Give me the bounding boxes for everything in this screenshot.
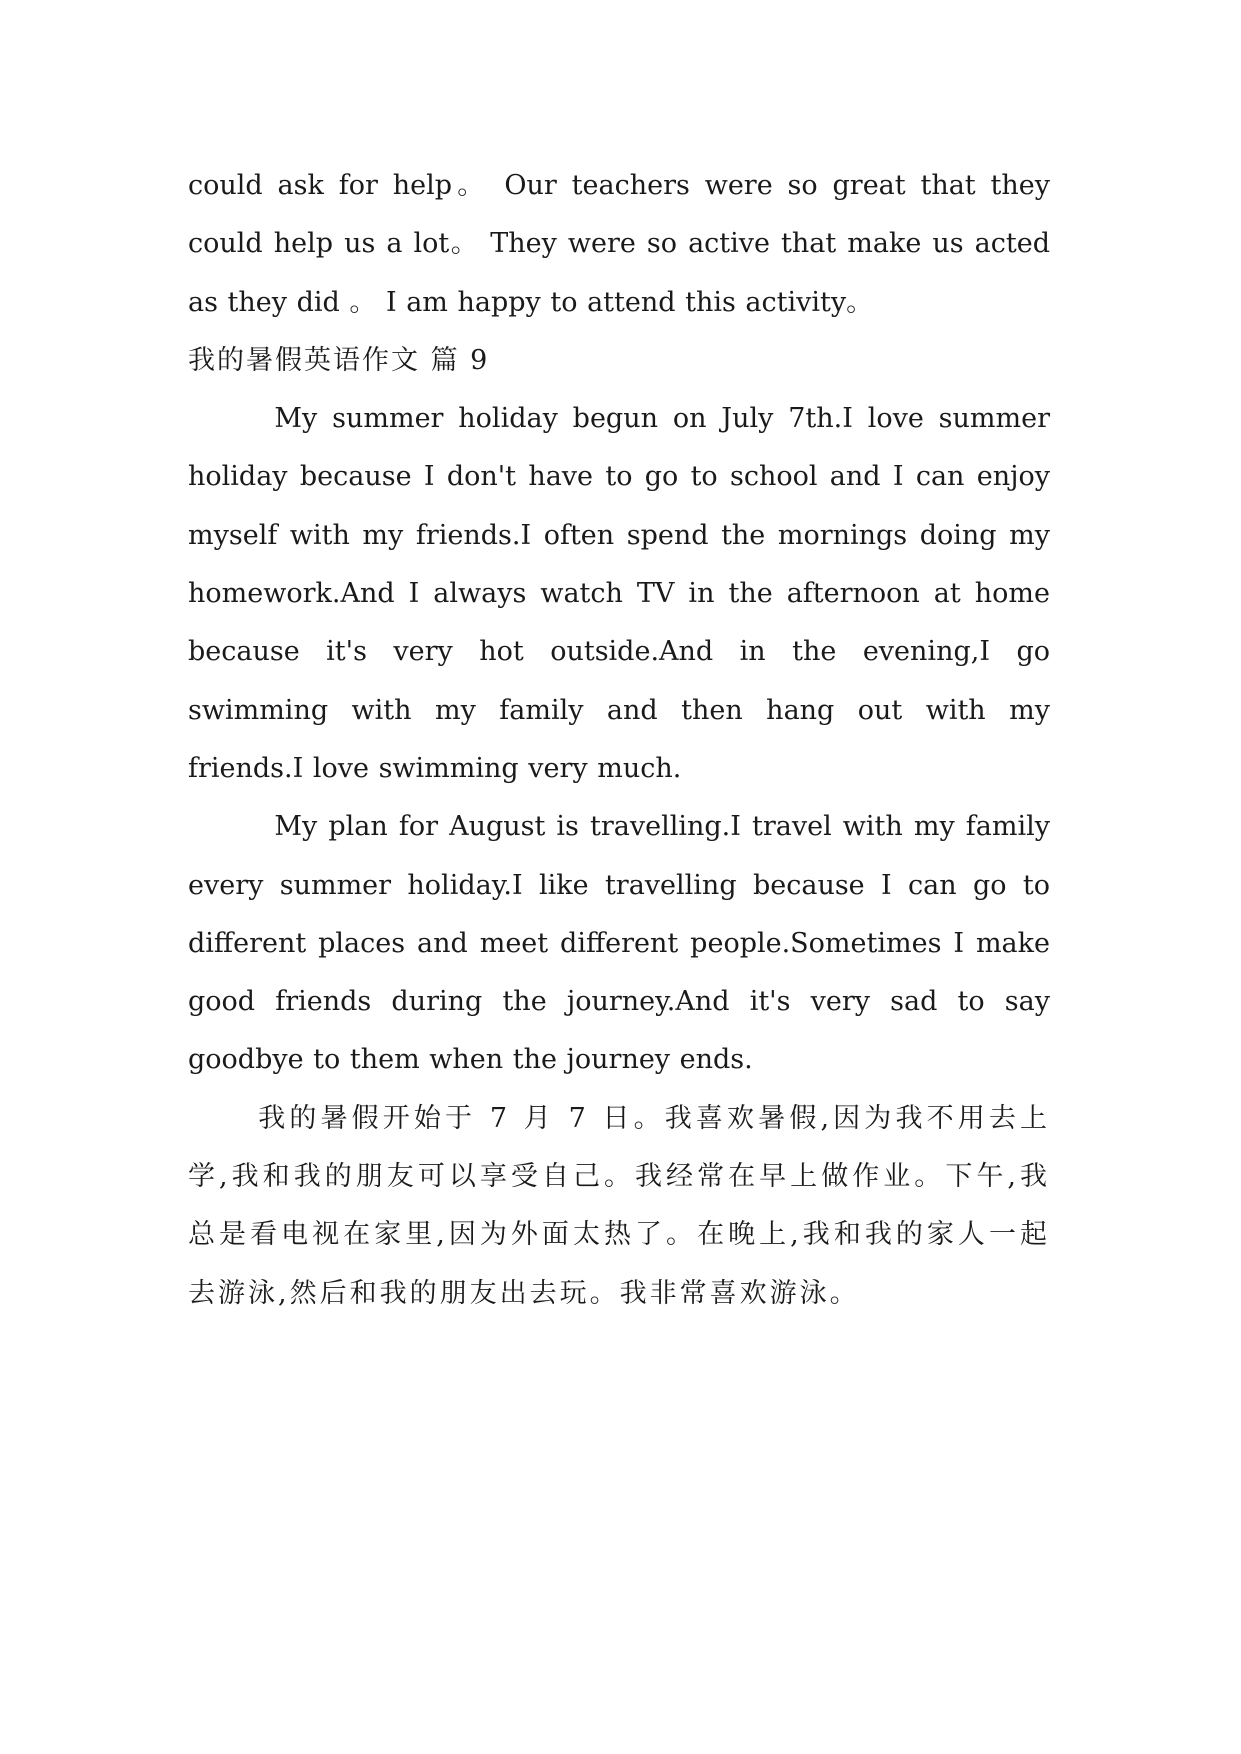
- section-heading: 我的暑假英语作文 篇 9: [188, 344, 490, 376]
- paragraph-english-2: My plan for August is travelling.I travel with my family every summer holiday.I like travelling because I can go to different places and meet different people.Sometimes I make good friends during the journey.And it's very sad to say goodbye to them when the journey ends.: [188, 811, 1050, 1076]
- document-body: [188, 157, 1050, 1323]
- paragraph-english-1: My summer holiday begun on July 7th.I love summer holiday because I don't have to go to school and I can enjoy myself with my friends.I often spend the mornings doing my homework.And I always watch TV in the afternoon at home because it's very hot outside.And in the evening,I go swimming with my family and then hang out with my friends.I love swimming very much.: [188, 403, 1050, 784]
- paragraph-continued: could ask for help。 Our teachers were so great that they could help us a lot。 They were so active that make us acted as they did 。 I am happy to attend this activity。: [188, 170, 1050, 318]
- paragraph-chinese-1: 我的暑假开始于 7 月 7 日。我喜欢暑假,因为我不用去上学,我和我的朋友可以享受自己。我经常在早上做作业。下午,我总是看电视在家里,因为外面太热了。在晚上,我和我的家人一起去游泳,然后和我的朋友出去玩。我非常喜欢游泳。: [188, 1102, 1050, 1309]
